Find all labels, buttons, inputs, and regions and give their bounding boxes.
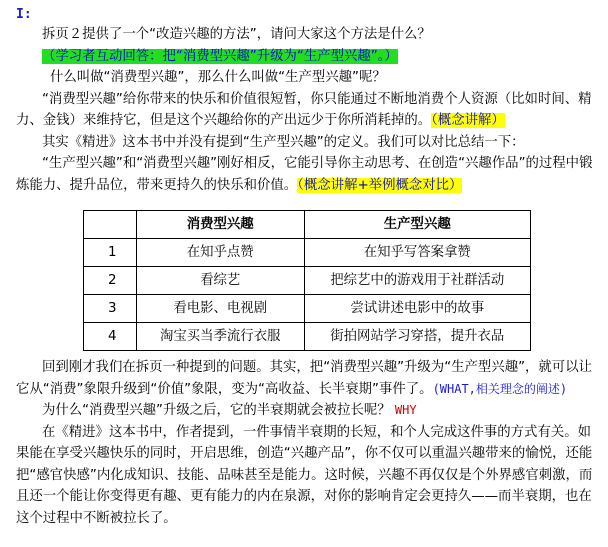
paragraph-producer-interest: [16, 153, 600, 196]
concept-note-highlight: （概念讲解）: [431, 113, 505, 128]
producer-interest-text: “生产型兴趣”和“消费型兴趣”刚好相反，它能引导你主动思考、在创造“兴趣作品”的过程中锻炼能力、提升品位，带来更持久的快乐和价值。: [16, 156, 593, 193]
consumer-interest-text: “消费型兴趣”给你带来的快乐和价值很短暂，你只能通过不断地消费个人资源（比如时间、精力、金钱）来维持它，但是这个兴趣给你的产出远少于你所消耗掉的。: [16, 91, 592, 128]
paragraph-book-reference: 其实《精进》这本书中并没有提到“生产型兴趣”的定义。我们可以对比总结一下：: [42, 134, 525, 150]
paragraph-consumer-interest: [16, 89, 600, 132]
row-consumer-cell: 看电影、电视剧: [136, 295, 304, 323]
why-question-text: 为什么“消费型兴趣”升级之后，它的半衰期就会被拉长呢？: [42, 403, 391, 418]
table-row: [84, 239, 531, 267]
paragraph-definition-question: 什么叫做“消费型兴趣”，那么什么叫做“生产型兴趣”呢？: [50, 70, 386, 85]
table-header-row: [84, 211, 531, 239]
upgrade-text: 回到刚才我们在拆页一种提到的问题。其实，把“消费型兴趣”升级为“生产型兴趣”，就可以让它从“消费”象限升级到“价值”象限，变为“高收益、长半衰期”事件了。: [16, 360, 592, 397]
row-producer-cell: 尝试讲述电影中的故事: [304, 295, 530, 323]
row-producer-cell: 在知乎写答案拿赞: [304, 239, 530, 267]
answer-highlight: （学习者互动回答：把“消费型兴趣”升级为“生产型兴趣”。）: [42, 48, 398, 64]
table-row: [84, 267, 531, 295]
comparison-note-highlight: （概念讲解+举例概念对比）: [297, 177, 463, 193]
paragraph-question: 拆页２提供了一个“改造兴趣的方法”，请问大家这个方法是什么？: [42, 27, 431, 42]
document-body: [16, 6, 600, 196]
section-heading: I:: [16, 7, 32, 22]
table-header-index: [84, 211, 137, 239]
row-producer-cell: 把综艺中的游戏用于社群活动: [304, 267, 530, 295]
row-index: 1: [84, 239, 137, 267]
paragraph-explanation: 在《精进》这本书中，作者提到，一件事情半衰期的长短，和个人完成这件事的方式有关。如果能在享受兴趣快乐的同时，开启思维，创造“兴趣产品”，你不仅可以重温兴趣带来的愉悦，还能把“感官快感”内化成知识、技能、品味甚至是能力。这时候，兴趣不再仅仅是个外界感官刺激，而且还一个能让你变得更有趣、更有能力的内在泉源，对你的影响肯定会更持久——而半衰期，也在这个过程中不断被拉长了。: [16, 424, 593, 526]
table-header-producer: 生产型兴趣: [304, 211, 530, 239]
table-row: [84, 295, 531, 323]
row-index: 4: [84, 323, 137, 351]
paragraph-why-question: [16, 400, 600, 422]
row-consumer-cell: 看综艺: [136, 267, 304, 295]
paragraph-answer: [16, 46, 600, 68]
table-row: [84, 323, 531, 351]
table-header-consumer: 消费型兴趣: [136, 211, 304, 239]
comparison-table: [83, 210, 531, 351]
paragraph-upgrade: [16, 357, 600, 400]
document-body-continued: [16, 357, 600, 529]
row-consumer-cell: 淘宝买当季流行衣服: [136, 323, 304, 351]
row-index: 2: [84, 267, 137, 295]
what-note: (WHAT,相关理念的阐述): [432, 381, 568, 396]
row-consumer-cell: 在知乎点赞: [136, 239, 304, 267]
why-note: WHY: [394, 403, 417, 417]
row-producer-cell: 街拍网站学习穿搭，提升衣品: [304, 323, 530, 351]
row-index: 3: [84, 295, 137, 323]
